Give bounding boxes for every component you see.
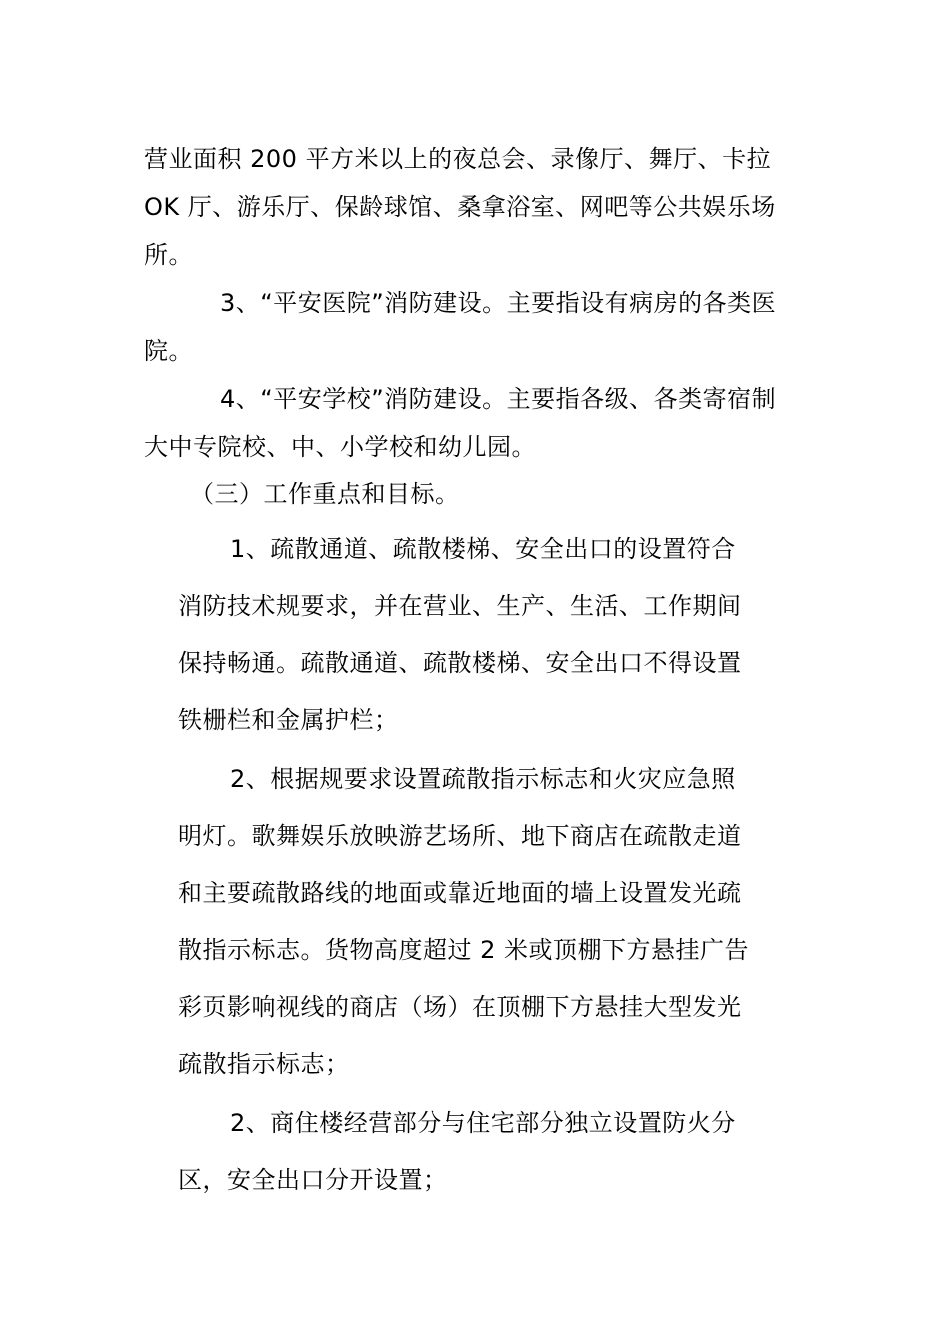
list-item-3: 2、商住楼经营部分与住宅部分独立设置防火分 xyxy=(230,1109,736,1137)
text-line: 区，安全出口分开设置； xyxy=(178,1166,448,1194)
list-item-2: 2、根据规要求设置疏散指示标志和火灾应急照 xyxy=(230,765,736,793)
text-line: 大中专院校、中、小学校和幼儿园。 xyxy=(144,433,536,461)
text-line: 消防技术规要求，并在营业、生产、生活、工作期间 xyxy=(178,592,742,620)
paragraph-school: 4、“平安学校”消防建设。主要指各级、各类寄宿制 xyxy=(220,385,777,413)
text-line: OK 厅、游乐厅、保龄球馆、桑拿浴室、网吧等公共娱乐场 xyxy=(144,193,776,221)
text-line: 彩页影响视线的商店（场）在顶棚下方悬挂大型发光 xyxy=(178,993,742,1021)
paragraph-hospital: 3、“平安医院”消防建设。主要指设有病房的各类医 xyxy=(220,289,777,317)
text-line: 保持畅通。疏散通道、疏散楼梯、安全出口不得设置 xyxy=(178,649,742,677)
text-line: 和主要疏散路线的地面或靠近地面的墙上设置发光疏 xyxy=(178,879,742,907)
text-line: 疏散指示标志； xyxy=(178,1050,350,1078)
section-heading: （三）工作重点和目标。 xyxy=(190,480,460,508)
text-line: 所。 xyxy=(144,241,193,269)
text-line: 院。 xyxy=(144,337,193,365)
text-line: 明灯。歌舞娱乐放映游艺场所、地下商店在疏散走道 xyxy=(178,822,742,850)
text-line: 铁栅栏和金属护栏； xyxy=(178,706,399,734)
list-item-1: 1、疏散通道、疏散楼梯、安全出口的设置符合 xyxy=(230,535,736,563)
text-line: 营业面积 200 平方米以上的夜总会、录像厅、舞厅、卡拉 xyxy=(144,145,772,173)
text-line: 散指示标志。货物高度超过 2 米或顶棚下方悬挂广告 xyxy=(178,936,750,964)
